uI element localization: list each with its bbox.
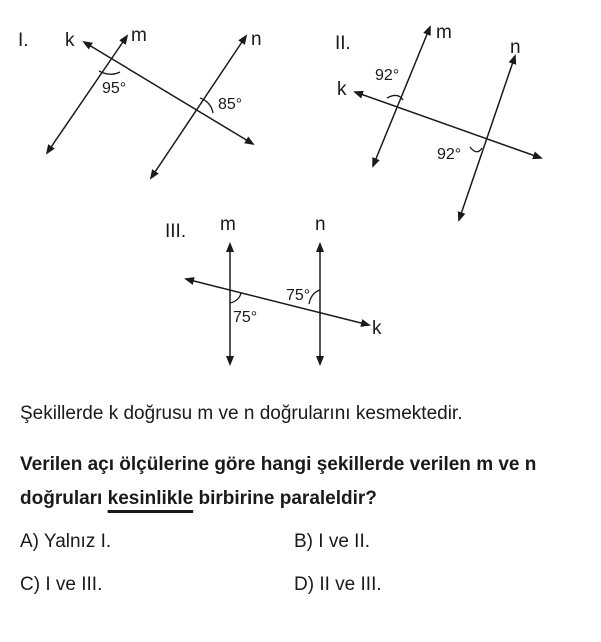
fig2-label-k: k (337, 79, 347, 100)
fig1-label-m: m (131, 25, 147, 46)
fig2-line-m (373, 27, 430, 166)
option-b[interactable]: B) I ve II. (294, 531, 371, 552)
fig3-angle-arc-b (309, 290, 320, 304)
figure-3-numeral: III. (165, 221, 187, 242)
fig3-line-k (186, 279, 369, 325)
figure-1-numeral: I. (18, 30, 29, 51)
fig3-label-m: m (220, 214, 236, 235)
question-emphasis: kesinlikle (107, 488, 194, 509)
question-stem: Şekillerde k doğrusu m ve n doğrularını kesmektedir. (20, 403, 463, 424)
figure-2 (335, 22, 541, 220)
fig2-angle-arc-b (470, 147, 482, 152)
fig3-angle-b: 75° (286, 287, 311, 304)
option-a[interactable]: A) Yalnız I. (20, 531, 112, 552)
fig3-label-n: n (315, 214, 326, 235)
figure-3 (165, 214, 382, 364)
fig1-label-n: n (251, 29, 262, 50)
fig2-line-n (459, 56, 515, 220)
fig2-angle-a: 92° (375, 67, 400, 84)
fig1-angle-arc-b (200, 98, 213, 113)
figure-1 (18, 25, 262, 178)
fig3-angle-arc-a (230, 293, 241, 303)
fig1-angle-b: 85° (218, 96, 243, 113)
fig3-angle-a: 75° (233, 309, 258, 326)
fig2-label-n: n (510, 37, 521, 58)
fig1-label-k: k (65, 30, 75, 51)
fig2-angle-b: 92° (437, 146, 462, 163)
fig2-label-m: m (436, 22, 452, 43)
question-text (20, 448, 595, 516)
fig3-label-k: k (372, 318, 382, 339)
option-c[interactable]: C) I ve III. (20, 574, 103, 595)
question-text-part1: Verilen açı ölçülerine göre hangi şekillerde verilen m ve n doğruları (20, 454, 537, 509)
figure-2-numeral: II. (335, 33, 351, 54)
question-text-part2: birbirine paraleldir? (193, 488, 377, 509)
fig1-angle-a: 95° (102, 80, 127, 97)
option-d[interactable]: D) II ve III. (294, 574, 382, 595)
